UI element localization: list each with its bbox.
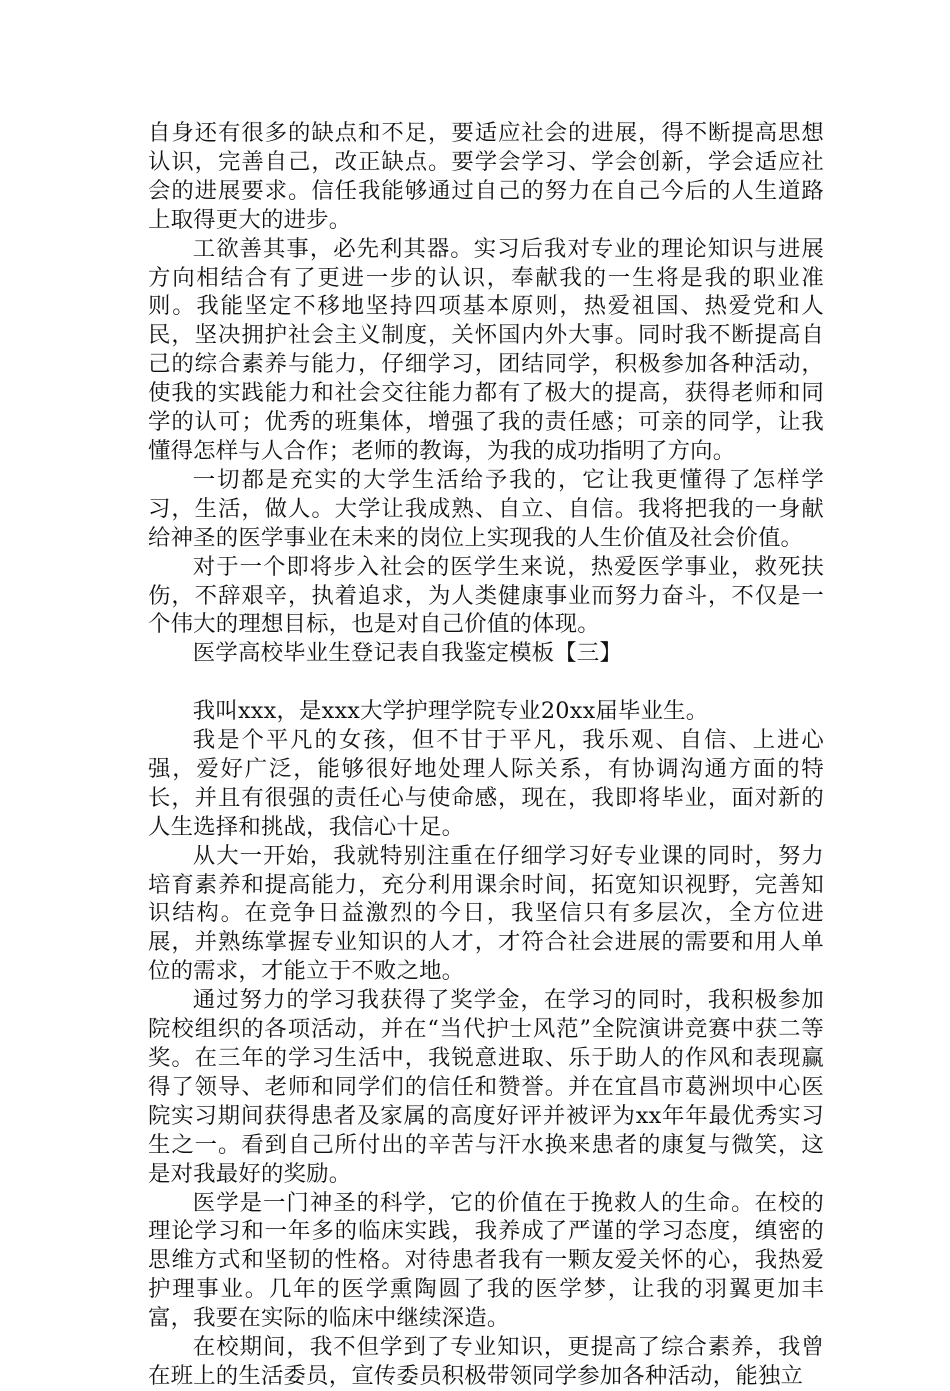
- paragraph-medicine: 医学是一门神圣的科学，它的价值在于挽救人的生命。在校的理论学习和一年多的临床实践，我养成了严谨的学习态度，缜密的思维方式和坚韧的性格。对待患者我有一颗友爱关怀的心，我热爱护理事业。几年的医学熏陶圆了我的医学梦，让我的羽翼更加丰富，我要在实际的临床中继续深造。: [148, 1189, 824, 1332]
- paragraph-study: 从大一开始，我就特别注重在仔细学习好专业课的同时，努力培育素养和提高能力，充分利用课余时间，拓宽知识视野，完善知识结构。在竞争日益激烈的今日，我坚信只有多层次，全方位进展，并熟练掌握专业知识的人才，才符合社会进展的需要和用人单位的需求，才能立于不败之地。: [148, 842, 824, 985]
- paragraph-university-life: 一切都是充实的大学生活给予我的，它让我更懂得了怎样学习，生活，做人。大学让我成熟、自立、自信。我将把我的一身献给神圣的医学事业在未来的岗位上实现我的人生价值及社会价值。: [148, 466, 824, 551]
- paragraph-achievements: 通过努力的学习我获得了奖学金，在学习的同时，我积极参加院校组织的各项活动，并在“当代护士风范”全院演讲竞赛中获二等奖。在三年的学习生活中，我锐意进取、乐于助人的作风和表现赢得了领导、老师和同学们的信任和赞誉。并在宜昌市葛洲坝中心医院实习期间获得患者及家属的高度好评并被评为xx年年最优秀实习生之一。看到自己所付出的辛苦与汗水换来患者的康复与微笑，这是对我最好的奖励。: [148, 987, 824, 1187]
- paragraph-continuation: 自身还有很多的缺点和不足，要适应社会的进展，得不断提高思想认识，完善自己，改正缺点。要学会学习、学会创新，学会适应社会的进展要求。信任我能够通过自己的努力在自己今后的人生道路上取得更大的进步。: [148, 120, 824, 233]
- section-heading: 医学高校毕业生登记表自我鉴定模板【三】: [192, 640, 623, 667]
- paragraph-introduction: 我叫xxx，是xxx大学护理学院专业20xx届毕业生。: [192, 698, 709, 725]
- paragraph-personality: 我是个平凡的女孩，但不甘于平凡，我乐观、自信、上进心强，爱好广泛，能够很好地处理人际关系，有协调沟通方面的特长，并且有很强的责任心与使命感，现在，我即将毕业，面对新的人生选择和挑战，我信心十足。: [148, 727, 824, 840]
- paragraph-tools: 工欲善其事，必先利其器。实习后我对专业的理论知识与进展方向相结合有了更进一步的认识，奉献我的一生将是我的职业准则。我能坚定不移地坚持四项基本原则，热爱祖国、热爱党和人民，坚决拥护社会主义制度，关怀国内外大事。同时我不断提高自己的综合素养与能力，仔细学习，团结同学，积极参加各种活动，使我的实践能力和社会交往能力都有了极大的提高，获得老师和同学的认可；优秀的班集体，增强了我的责任感；可亲的同学，让我懂得怎样与人合作；老师的教诲，为我的成功指明了方向。: [148, 235, 824, 464]
- document-body: [148, 119, 824, 1391]
- paragraph-medical-ideal: 对于一个即将步入社会的医学生来说，热爱医学事业，救死扶伤，不辞艰辛，执着追求，为人类健康事业而努力奋斗，不仅是一个伟大的理想目标，也是对自己价值的体现。: [148, 553, 824, 638]
- paragraph-campus: 在校期间，我不但学到了专业知识，更提高了综合素养，我曾在班上的生活委员，宣传委员积极带领同学参加各种活动，能独立: [148, 1334, 824, 1389]
- blank-line: [148, 668, 824, 697]
